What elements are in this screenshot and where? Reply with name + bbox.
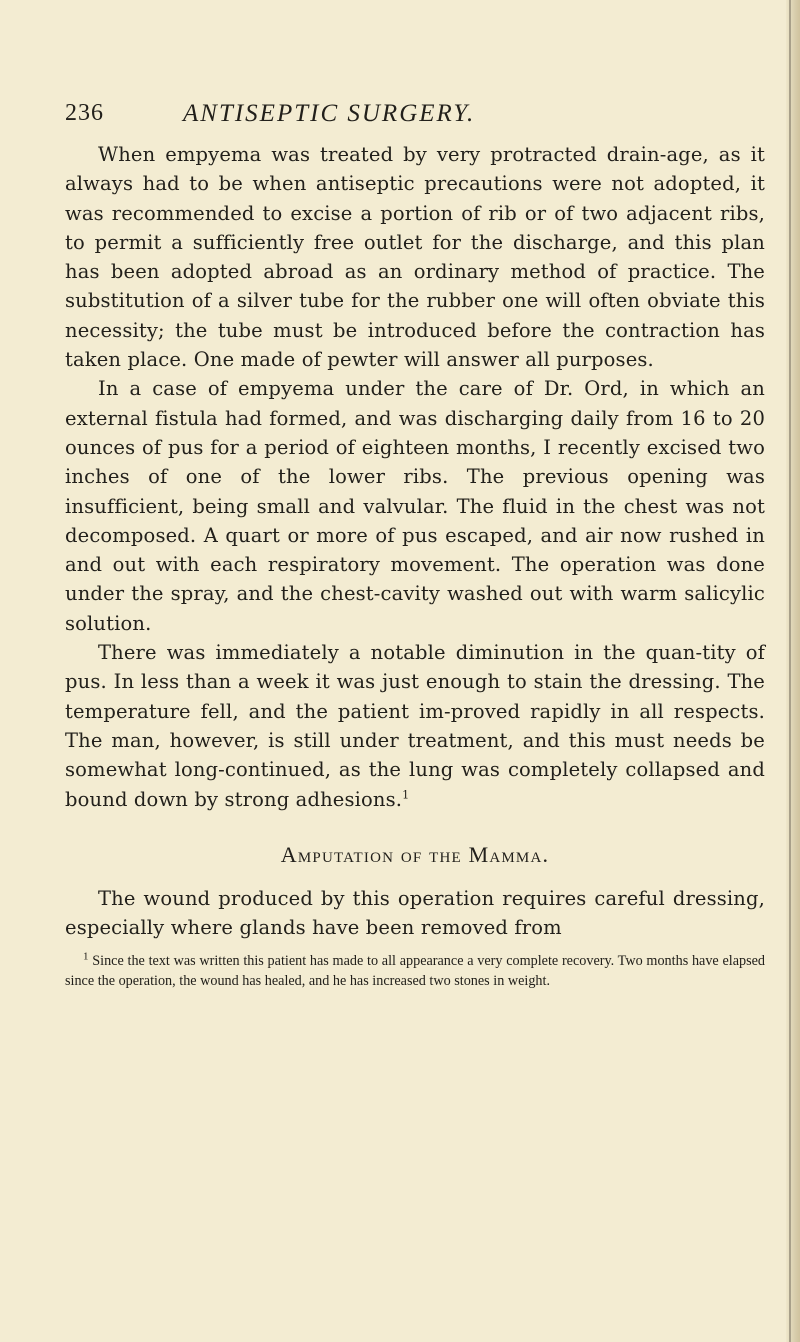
running-head (65, 100, 765, 140)
paragraph-1: When empyema was treated by very protracted drain-age, as it always had to be when antiseptic precautions were not adopted, it was recommended to excise a portion of rib or of two adjacent ribs, to permit a sufficiently free outlet for the discharge, and this plan has been adopted abroad as an ordinary method of practice. The substitution of a silver tube for the rubber one will often obviate this necessity; the tube must be introduced before the contraction has taken place. One made of pewter will answer all purposes. (65, 143, 765, 372)
footnote-reference: 1 (402, 788, 410, 802)
footnote (65, 952, 765, 991)
footnote-marker: 1 (83, 950, 89, 963)
paragraph-4: The wound produced by this operation requires careful dressing, especially where glands have been removed from (65, 886, 765, 940)
book-page (65, 100, 765, 991)
footnote-text: Since the text was written this patient has made to all appearance a very complete recovery. Two months have elapsed since the operation, the wound has healed, and he has increased two stones in weight. (65, 953, 766, 989)
section-heading: Amputation of the Mamma. (280, 841, 550, 867)
body-text (65, 140, 765, 942)
page-number: 236 (65, 100, 104, 126)
paragraph-2: In a case of empyema under the care of Dr. Ord, in which an external fistula had formed, and was discharging daily from 16 to 20 ounces of pus for a period of eighteen months, I recently excised two inches of one of the lower ribs. The previous opening was insufficient, being small and valvular. The fluid in the chest was not decomposed. A quart or more of pus escaped, and air now rushed in and out with each respiratory movement. The operation was done under the spray, and the chest-cavity washed out with warm salicylic solution. (65, 377, 765, 635)
running-title: ANTISEPTIC SURGERY. (183, 100, 476, 127)
paragraph-3 (65, 638, 765, 814)
page-edge-line (789, 0, 791, 1342)
paragraph-3-text: There was immediately a notable diminution in the quan-tity of pus. In less than a week it was just enough to stain the dressing. The temperature fell, and the patient im-proved rapidly in all respects. The man, however, is still under treatment, and this must needs be somewhat long-continued, as the lung was completely collapsed and bound down by strong adhesions. (65, 641, 765, 811)
